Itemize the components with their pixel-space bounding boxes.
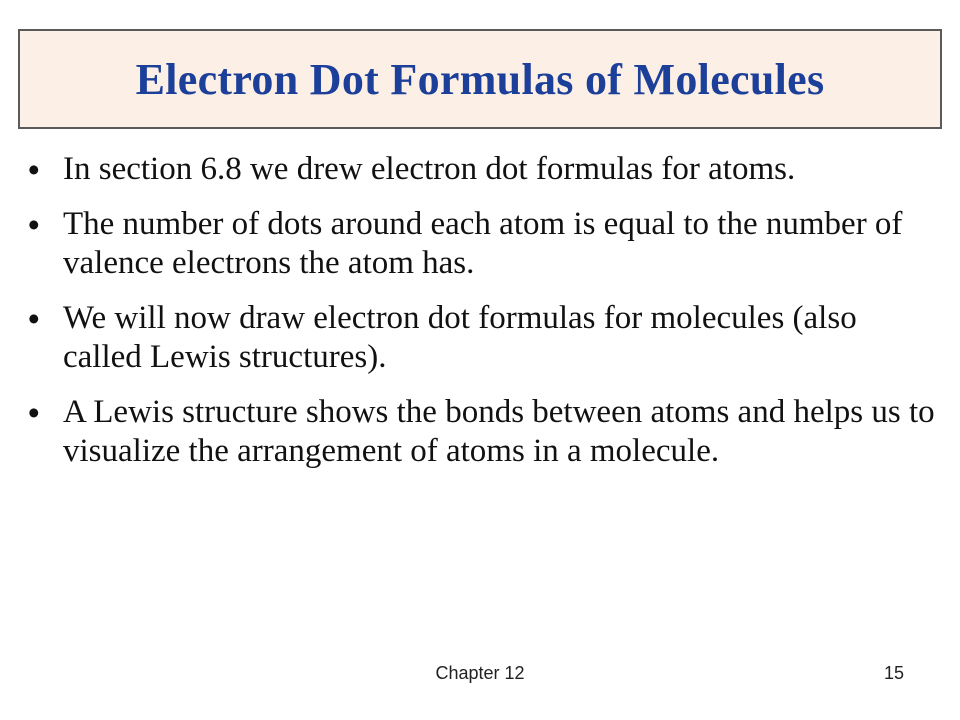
bullet-dot-icon: • xyxy=(28,151,40,188)
bullet-item xyxy=(28,205,943,283)
bullet-text: The number of dots around each atom is equal to the number of valence electrons the atom has. xyxy=(63,206,903,281)
bullet-list xyxy=(28,150,943,487)
title-box xyxy=(18,29,942,129)
bullet-dot-icon: • xyxy=(28,300,40,337)
bullet-dot-icon: • xyxy=(28,394,40,431)
bullet-text: A Lewis structure shows the bonds between atoms and helps us to visualize the arrangement of atoms in a molecule. xyxy=(63,394,935,469)
footer-chapter-label: Chapter 12 xyxy=(435,663,525,683)
bullet-item xyxy=(28,150,943,189)
bullet-dot-icon: • xyxy=(28,206,40,243)
slide-title: Electron Dot Formulas of Molecules xyxy=(135,54,825,104)
bullet-item xyxy=(28,299,943,377)
bullet-text: In section 6.8 we drew electron dot formulas for atoms. xyxy=(63,151,796,187)
bullet-text: We will now draw electron dot formulas for molecules (also called Lewis structures). xyxy=(63,300,857,375)
footer-page-number: 15 xyxy=(883,663,904,683)
bullet-item xyxy=(28,393,943,471)
